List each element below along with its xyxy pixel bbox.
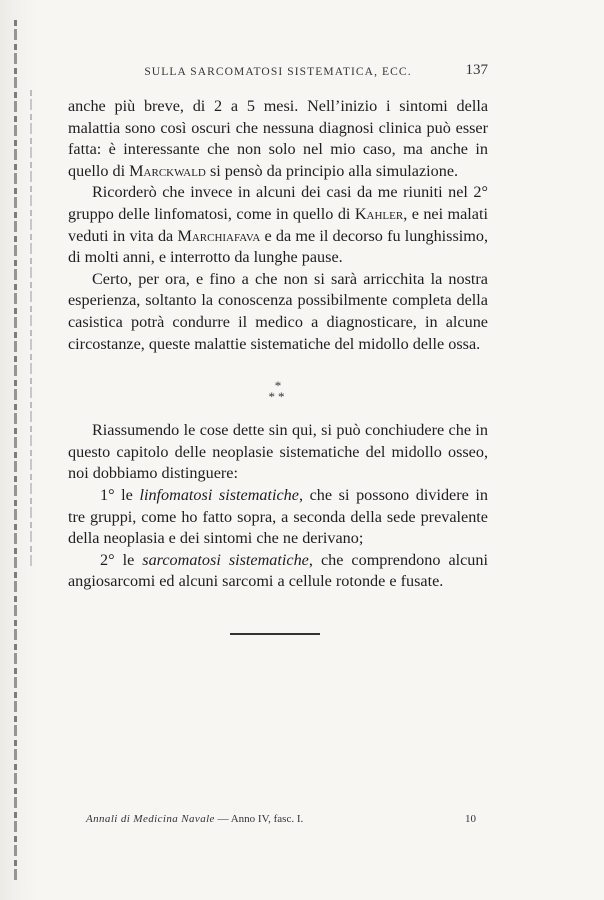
author-name-marchiafava: Marchiafava <box>177 226 261 245</box>
paragraph-1 <box>68 96 488 182</box>
page-number: 137 <box>465 62 488 78</box>
paragraph-1-text-b: si pensò da principio alla simulazione. <box>205 161 459 180</box>
paragraph-4: Riassumendo le cose dette sin qui, si può conchiudere che in questo capitolo delle neoplasie sistematiche del midollo osseo, noi dobbiamo distinguere: <box>68 421 488 483</box>
paragraph-2-text-a: Ricorderò che invece in alcuni dei casi da me riuniti nel 2° gruppo delle linfomatosi, come in quello di <box>68 183 488 223</box>
list-item-1-term: linfomatosi sistematiche <box>139 485 299 504</box>
paragraph-3: Certo, per ora, e fino a che non si sarà arricchita la nostra esperienza, soltanto la conoscenza possibilmente completa della casistica potrà condurre il medico a diagnosticare, in alcune circostanze, queste malattie sistematiche del midollo delle ossa. <box>68 269 488 353</box>
list-item-2-number: 2° le <box>100 550 143 569</box>
binding-stitch-line <box>14 20 17 880</box>
author-name-marckwald: Marckwald <box>129 161 206 180</box>
list-item-1-text: , che si possono dividere in tre gruppi, come ho fatto sopra, a seconda della sede prevalente della neoplasia e dei sintomi che ne derivano; <box>68 485 488 548</box>
list-item-2 <box>68 550 488 593</box>
list-item-1 <box>68 485 488 550</box>
page-footer <box>86 813 476 825</box>
paragraph-2 <box>68 182 488 268</box>
page-body <box>68 96 488 593</box>
page-binding-edge <box>0 0 40 900</box>
paragraph-2-text-b: , e nei malati veduti in vita da <box>68 204 488 245</box>
binding-shadow-line <box>30 90 32 570</box>
separator-top-star: * <box>274 378 282 394</box>
section-separator <box>68 378 488 405</box>
author-name-kahler: Kahler <box>354 204 404 223</box>
journal-issue: — Anno IV, fasc. I. <box>214 813 304 825</box>
end-rule <box>230 633 320 635</box>
sheet-number: 10 <box>465 813 476 825</box>
list-item-2-term: sarcomatosi sistematiche <box>142 550 309 569</box>
paragraph-2-text-c: e da me il decorso fu lunghissimo, di molti anni, e interrotto da lunghe pause. <box>68 226 488 267</box>
list-item-2-text: , che comprendono alcuni angiosarcomi ed alcuni sarcomi a cellule rotonde e fusate. <box>68 550 488 591</box>
running-title: SULLA SARCOMATOSI SISTEMATICA, ECC. <box>144 66 412 78</box>
separator-bottom-stars: ** <box>268 389 288 405</box>
paragraph-1-text-a: anche più breve, di 2 a 5 mesi. Nell’inizio i sintomi della malattia sono così oscuri che nessuna diagnosi clinica può esser fatta: è interessante che non solo nel mio caso, ma anche in quello di <box>68 97 488 180</box>
list-item-1-number: 1° le <box>100 485 140 504</box>
journal-title: Annali di Medicina Navale <box>86 813 215 825</box>
